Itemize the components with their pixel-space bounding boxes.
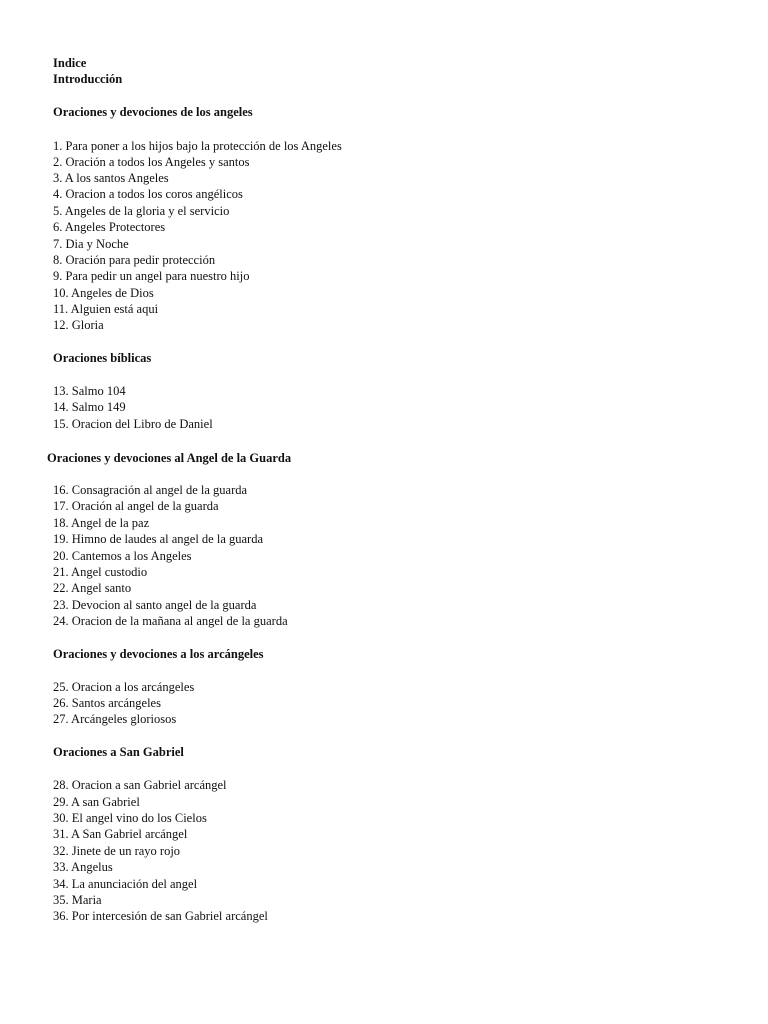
- list-item: 2. Oración a todos los Angeles y santos: [53, 155, 250, 169]
- index-title: Indice: [53, 56, 87, 70]
- list-item: 30. El angel vino do los Cielos: [53, 811, 207, 825]
- intro-title: Introducción: [53, 72, 123, 86]
- list-item: 16. Consagración al angel de la guarda: [53, 483, 248, 497]
- list-item: 34. La anunciación del angel: [53, 877, 198, 891]
- list-item: 19. Himno de laudes al angel de la guarda: [53, 532, 263, 546]
- section-heading: Oraciones y devociones a los arcángeles: [53, 647, 264, 661]
- list-item: 18. Angel de la paz: [53, 516, 150, 530]
- list-item: 5. Angeles de la gloria y el servicio: [53, 204, 230, 218]
- list-item: 25. Oracion a los arcángeles: [53, 680, 195, 694]
- list-item: 11. Alguien está aqui: [53, 302, 159, 316]
- section-heading: Oraciones y devociones de los angeles: [53, 105, 253, 119]
- list-item: 15. Oracion del Libro de Daniel: [53, 417, 213, 431]
- list-item: 32. Jinete de un rayo rojo: [53, 844, 181, 858]
- list-item: 3. A los santos Angeles: [53, 171, 169, 185]
- list-item: 28. Oracion a san Gabriel arcángel: [53, 778, 227, 792]
- list-item: 13. Salmo 104: [53, 384, 126, 398]
- list-item: 14. Salmo 149: [53, 400, 126, 414]
- list-item: 9. Para pedir un angel para nuestro hijo: [53, 269, 250, 283]
- section-heading: Oraciones bíblicas: [53, 351, 152, 365]
- section-heading: Oraciones y devociones al Angel de la Guarda: [47, 451, 292, 465]
- list-item: 35. Maria: [53, 893, 102, 907]
- list-item: 10. Angeles de Dios: [53, 286, 154, 300]
- list-item: 24. Oracion de la mañana al angel de la guarda: [53, 614, 288, 628]
- list-item: 26. Santos arcángeles: [53, 696, 161, 710]
- list-item: 4. Oracion a todos los coros angélicos: [53, 187, 243, 201]
- section-heading: Oraciones a San Gabriel: [53, 745, 184, 759]
- list-item: 20. Cantemos a los Angeles: [53, 549, 192, 563]
- list-item: 29. A san Gabriel: [53, 795, 140, 809]
- list-item: 17. Oración al angel de la guarda: [53, 499, 219, 513]
- list-item: 7. Dia y Noche: [53, 237, 129, 251]
- list-item: 21. Angel custodio: [53, 565, 148, 579]
- list-item: 23. Devocion al santo angel de la guarda: [53, 598, 257, 612]
- list-item: 1. Para poner a los hijos bajo la protección de los Angeles: [53, 139, 342, 153]
- list-item: 31. A San Gabriel arcángel: [53, 827, 188, 841]
- list-item: 22. Angel santo: [53, 581, 132, 595]
- list-item: 27. Arcángeles gloriosos: [53, 712, 177, 726]
- list-item: 12. Gloria: [53, 318, 104, 332]
- list-item: 36. Por intercesión de san Gabriel arcángel: [53, 909, 268, 923]
- list-item: 8. Oración para pedir protección: [53, 253, 216, 267]
- list-item: 33. Angelus: [53, 860, 113, 874]
- list-item: 6. Angeles Protectores: [53, 220, 166, 234]
